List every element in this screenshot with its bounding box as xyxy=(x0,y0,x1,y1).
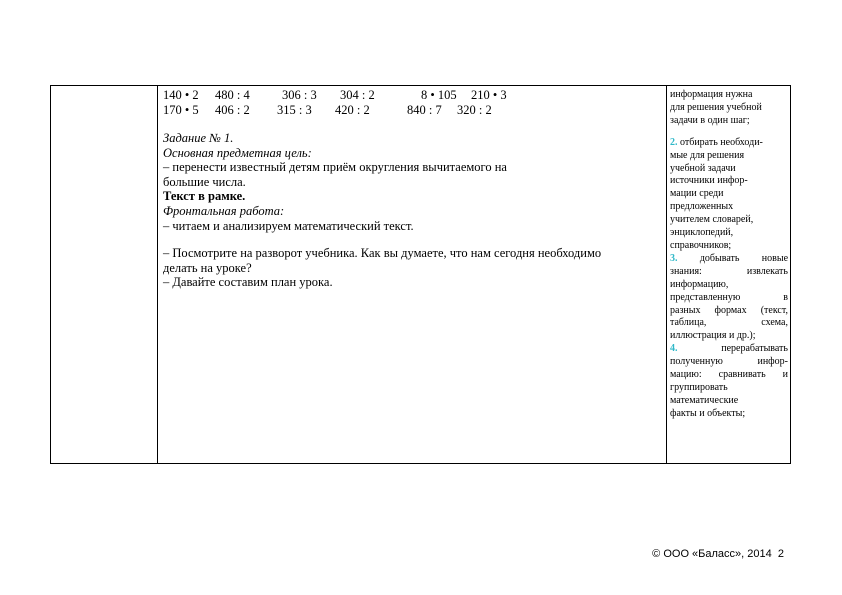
skills-line: информация нужна xyxy=(670,89,753,100)
skills-line: мацию: сравнивать и xyxy=(670,369,788,381)
skills-line: математические xyxy=(670,394,739,406)
skills-line: учебной задачи xyxy=(670,162,736,174)
skill-number: 2. xyxy=(670,136,678,148)
goal-heading: Основная предметная цель: xyxy=(163,145,312,160)
math-expression: 210 • 3 xyxy=(471,88,507,102)
math-expression: 8 • 105 xyxy=(421,88,457,102)
skills-line: мации среди xyxy=(670,188,724,200)
goal-text: большие числа. xyxy=(163,174,246,189)
skills-line: мые для решения xyxy=(670,149,745,161)
skills-line: иллюстрация и др.); xyxy=(670,330,756,342)
plan-text: – Давайте составим план урока. xyxy=(163,275,333,290)
lesson-content-cell xyxy=(163,88,663,290)
skills-intro xyxy=(670,89,788,128)
boxed-text-note: Текст в рамке. xyxy=(163,189,246,204)
skills-line: знания: извлекать xyxy=(670,265,788,277)
skills-line: информацию, xyxy=(670,278,729,290)
skills-line: справочников; xyxy=(670,239,732,251)
math-expression: 420 : 2 xyxy=(335,103,370,117)
table-column-divider xyxy=(666,86,667,463)
math-expression: 140 • 2 xyxy=(163,88,199,102)
skills-line: добывать новые xyxy=(699,252,789,264)
skills-line: энциклопедий, xyxy=(670,227,734,239)
skills-line: задачи в один шаг; xyxy=(670,114,750,126)
question-text: – Посмотрите на разворот учебника. Как вы думаете, что нам сегодня необходимо xyxy=(163,246,602,261)
skills-line: источники инфор- xyxy=(670,175,748,187)
task-title: Задание № 1. xyxy=(163,131,234,145)
skills-line: разных формах (текст, xyxy=(670,304,788,316)
page-number: 2 xyxy=(777,548,784,560)
skills-line: учителем словарей, xyxy=(670,214,754,226)
front-work-text: – читаем и анализируем математический текст. xyxy=(163,218,414,233)
math-expression: 170 • 5 xyxy=(163,103,199,117)
table-column-divider xyxy=(157,86,158,463)
math-expressions-row-1 xyxy=(163,88,663,103)
question-text: делать на уроке? xyxy=(163,260,252,275)
skills-line: группировать xyxy=(670,381,728,393)
math-expression: 320 : 2 xyxy=(457,103,492,117)
skills-line: таблица, схема, xyxy=(670,317,788,329)
lesson-table xyxy=(50,85,791,464)
math-expression: 304 : 2 xyxy=(340,88,375,102)
math-expression: 480 : 4 xyxy=(215,88,250,102)
skills-line: отбирать необходи- xyxy=(680,136,763,148)
skills-line: представленную в xyxy=(670,291,788,303)
math-expression: 840 : 7 xyxy=(407,103,442,117)
front-work-heading: Фронтальная работа: xyxy=(163,203,285,218)
skills-line: перерабатывать xyxy=(721,343,788,355)
copyright-text: © ООО «Баласс», 2014 xyxy=(652,548,772,560)
skill-number: 3. xyxy=(670,252,678,264)
skills-line: факты и объекты; xyxy=(670,407,746,419)
math-expression: 306 : 3 xyxy=(282,88,317,102)
goal-text: – перенести известный детям приём округления вычитаемого на xyxy=(163,160,507,175)
skills-cell xyxy=(670,89,788,421)
skill-number: 4. xyxy=(670,343,678,355)
math-expression: 406 : 2 xyxy=(215,103,250,117)
math-expression: 315 : 3 xyxy=(277,103,312,117)
skill-item-3 xyxy=(670,253,788,343)
skills-line: предложенных xyxy=(670,201,734,213)
skills-line: для решения учебной xyxy=(670,101,762,113)
math-expressions-row-2 xyxy=(163,103,663,118)
page-footer xyxy=(652,548,784,560)
skill-item-2 xyxy=(670,137,788,253)
skill-item-4 xyxy=(670,343,788,420)
skills-line: полученную инфор- xyxy=(670,356,788,368)
